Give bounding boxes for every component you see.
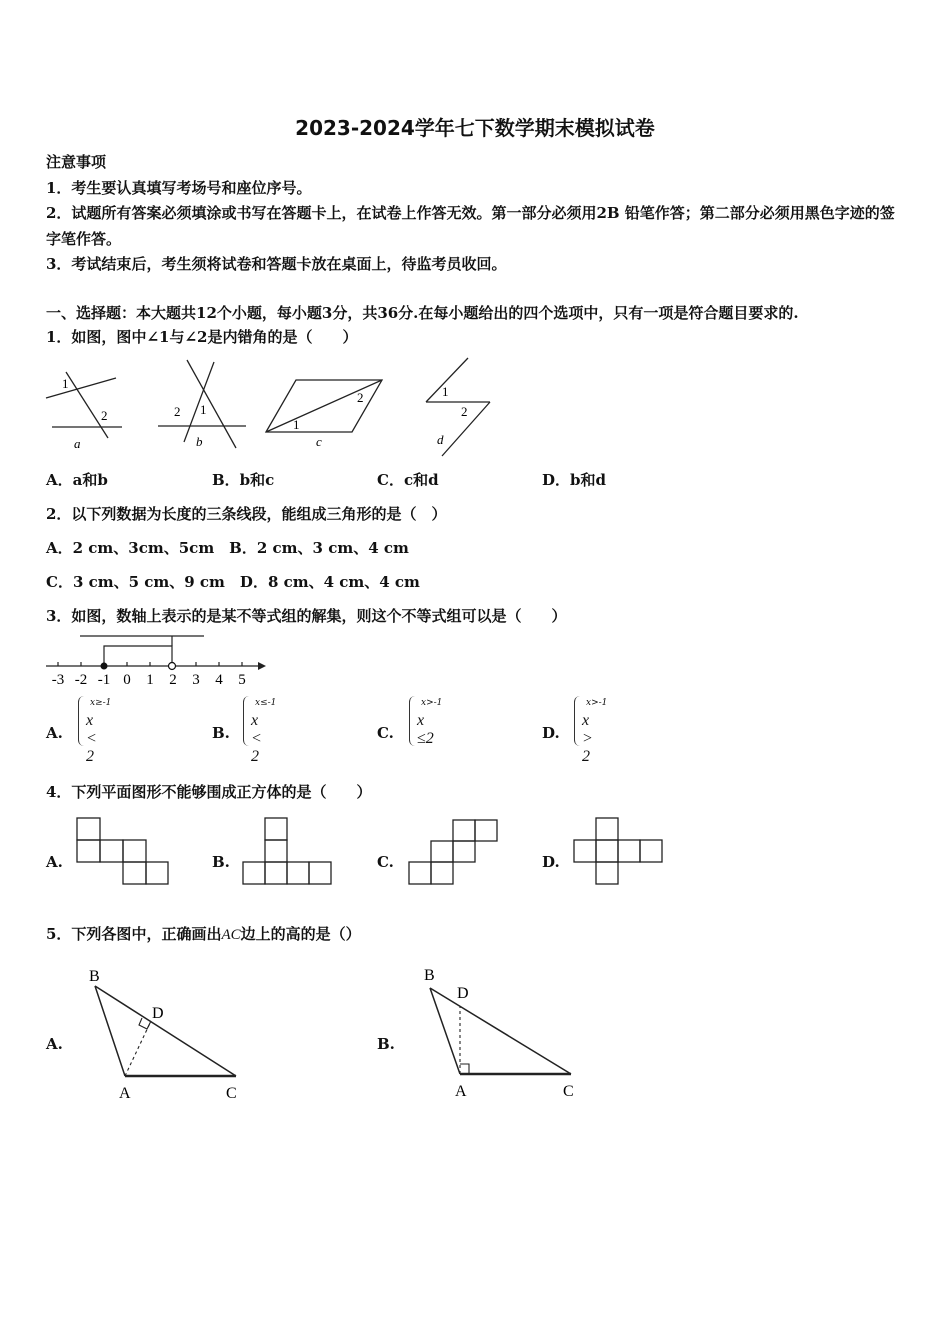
q3-stem: 3．如图，数轴上表示的是某不等式组的解集，则这个不等式组可以是（ ） [46, 607, 567, 625]
q2-options-row2[interactable]: C．3 cm、5 cm、9 cm D．8 cm、4 cm、4 cm [46, 573, 420, 591]
q1-fig-b-label: b [196, 434, 203, 449]
q5-a-point-c: C [226, 1085, 237, 1102]
q3-b-line2: x < 2 [251, 712, 262, 765]
q3-option-b-label[interactable]: B. [212, 724, 230, 742]
notice-item-2: 2．试题所有答案必须填涂或书写在答题卡上，在试卷上作答无效。第一部分必须用2B 铅笔作答；第二部分必须用黑色字迹的签字笔作答。 [46, 204, 895, 248]
q3-option-d-label[interactable]: D. [542, 724, 560, 742]
q1-option-b[interactable]: B．b和c [212, 471, 275, 489]
q4-option-d-label[interactable]: D. [542, 853, 560, 871]
q1-fig-a-angle1: 1 [62, 376, 69, 391]
q5-stem-suffix: 边上的高的是（） [240, 925, 361, 943]
q5-b-point-d: D [457, 985, 469, 1002]
q3-d-line2: x > 2 [582, 712, 593, 765]
q4-net-c [409, 820, 497, 884]
q3-tick-label: 2 [169, 672, 177, 688]
section-heading: 一、选择题：本大题共12个小题，每小题3分，共36分.在每小题给出的四个选项中，只有一项是符合题目要求的. [46, 304, 799, 322]
q3-tick-label: -1 [97, 672, 111, 688]
q1-fig-b-angle2: 2 [174, 404, 181, 419]
q1-fig-c-angle1: 1 [293, 417, 300, 432]
q1-option-c[interactable]: C．c和d [377, 471, 439, 489]
q3-a-line1: x≥-1 [90, 698, 112, 708]
q3-tick-label: -3 [51, 672, 65, 688]
q3-tick-label: 0 [123, 672, 131, 688]
q3-c-line1: x>-1 [421, 698, 443, 708]
q3-option-c-label[interactable]: C. [377, 724, 394, 742]
q3-tick-label: -2 [74, 672, 88, 688]
q1-figure-c [266, 380, 382, 432]
page-title: 2023-2024学年七下数学期末模拟试卷 [295, 116, 655, 140]
q4-option-c-label[interactable]: C. [377, 853, 394, 871]
q4-option-a-label[interactable]: A. [46, 853, 63, 871]
q5-a-point-d: D [152, 1005, 164, 1022]
q1-fig-c-angle2: 2 [357, 390, 364, 405]
q1-option-a[interactable]: A．a和b [46, 471, 108, 489]
q2-options-row1[interactable]: A．2 cm、3cm、5cm B．2 cm、3 cm、4 cm [46, 539, 409, 557]
q1-fig-c-label: c [316, 434, 322, 449]
q5-option-b-label[interactable]: B. [377, 1035, 395, 1053]
q4-net-a [77, 818, 168, 884]
q4-option-b-label[interactable]: B. [212, 853, 230, 871]
q1-figures [0, 350, 920, 460]
q5-figures [0, 960, 950, 1120]
q4-nets [0, 810, 950, 900]
q3-tick-label: 4 [215, 672, 223, 688]
q3-tick-label: 5 [238, 672, 246, 688]
q1-figure-d [426, 358, 490, 456]
q3-number-line [40, 630, 300, 690]
q4-net-b [243, 818, 331, 884]
q3-tick-label: 1 [146, 672, 154, 688]
q1-fig-a-angle2: 2 [101, 408, 108, 423]
q1-fig-b-angle1: 1 [200, 402, 207, 417]
q3-c-line2: x ≤2 [417, 712, 434, 747]
q5-b-point-b: B [424, 967, 435, 984]
q5-b-point-a: A [455, 1083, 467, 1100]
q1-option-d[interactable]: D．b和d [542, 471, 606, 489]
q5-stem-prefix: 5．下列各图中，正确画出 [46, 925, 222, 943]
q3-open-dot [169, 663, 176, 670]
q3-option-a-label[interactable]: A. [46, 724, 63, 742]
q4-stem: 4．下列平面图形不能够围成正方体的是（ ） [46, 783, 372, 801]
q2-stem: 2．以下列数据为长度的三条线段，能组成三角形的是（ ） [46, 505, 447, 523]
q1-fig-d-label: d [437, 432, 444, 447]
q3-a-line2: x < 2 [86, 712, 97, 765]
q1-figure-a [46, 372, 122, 438]
q3-d-line1: x>-1 [586, 698, 608, 708]
q5-a-point-b: B [89, 968, 100, 985]
notice-heading: 注意事项 [46, 153, 107, 171]
q5-option-a-label[interactable]: A. [46, 1035, 63, 1053]
q3-closed-dot [101, 663, 108, 670]
q3-tick-label: 3 [192, 672, 200, 688]
q1-fig-d-angle1: 1 [442, 384, 449, 399]
q5-figure-a [95, 986, 236, 1076]
q5-stem-var: AC [221, 927, 241, 943]
q4-net-d [574, 818, 662, 884]
q1-stem: 1．如图，图中∠1与∠2是内错角的是（ ） [46, 328, 358, 346]
q5-b-point-c: C [563, 1083, 574, 1100]
q3-b-line1: x≤-1 [255, 698, 277, 708]
q1-fig-a-label: a [74, 436, 81, 451]
q5-a-point-a: A [119, 1085, 131, 1102]
q5-stem [46, 924, 361, 945]
q1-fig-d-angle2: 2 [461, 404, 468, 419]
notice-item-3: 3．考试结束后，考生须将试卷和答题卡放在桌面上，待监考员收回。 [46, 255, 507, 273]
q5-figure-b [430, 988, 571, 1074]
notice-item-1: 1．考生要认真填写考场号和座位序号。 [46, 179, 312, 197]
